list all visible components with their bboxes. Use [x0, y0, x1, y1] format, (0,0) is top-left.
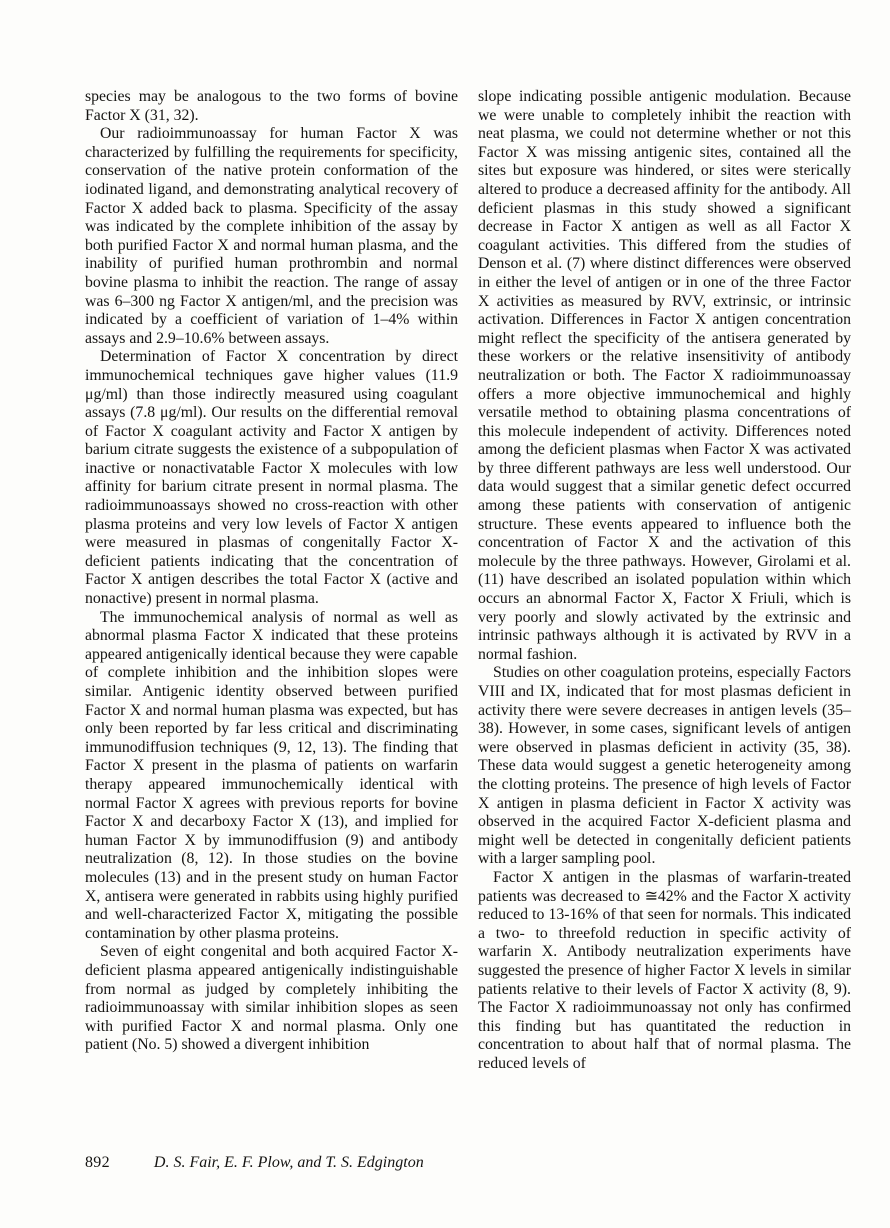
paragraph: Determination of Factor X concentration by direct immunochemical techniques gave higher values (11.9 μg/ml) than those indirectly measured using coagulant assays (7.8 μg/ml). Our results on the differential removal of Factor X coagulant activity and Factor X antigen by barium citrate suggests the existence of a subpopulation of inactive or nonactivatable Factor X molecules with low affinity for barium citrate present in normal plasma. The radioimmunoassays showed no cross-reaction with other plasma proteins and very low levels of Factor X antigen were measured in plasmas of congenitally Factor X-deficient patients indicating that the concentration of Factor X antigen describes the total Factor X (active and nonactive) present in normal plasma.: [85, 348, 458, 608]
page-number: 892: [85, 1154, 110, 1171]
text-columns: [85, 88, 851, 1073]
paragraph: species may be analogous to the two forms of bovine Factor X (31, 32).: [85, 88, 458, 124]
paragraph: Seven of eight congenital and both acquired Factor X-deficient plasma appeared antigenically indistinguishable from normal as judged by completely inhibiting the radioimmunoassay with similar inhibition slopes as seen with purified Factor X and normal plasma. Only one patient (No. 5) showed a divergent inhibition: [85, 943, 458, 1054]
paragraph: The immunochemical analysis of normal as well as abnormal plasma Factor X indicated that these proteins appeared antigenically identical because they were capable of complete inhibition and the inhibition slopes were similar. Antigenic identity observed between purified Factor X and normal human plasma was expected, but has only been reported by far less critical and discriminating immunodiffusion techniques (9, 12, 13). The finding that Factor X present in the plasma of patients on warfarin therapy appeared immunochemically identical with normal Factor X agrees with previous reports for bovine Factor X and decarboxy Factor X (13), and implied for human Factor X by immunodiffusion (9) and antibody neutralization (8, 12). In those studies on the bovine molecules (13) and in the present study on human Factor X, antisera were generated in rabbits using highly purified and well-characterized Factor X, mitigating the possible contamination by other plasma proteins.: [85, 608, 458, 942]
paragraph: slope indicating possible antigenic modulation. Because we were unable to completely inhibit the reaction with neat plasma, we could not determine whether or not this Factor X was missing antigenic sites, contained all the sites but exposure was hindered, or sites were sterically altered to produce a decreased affinity for the antibody. All deficient plasmas in this study showed a significant decrease in Factor X antigen as well as all Factor X coagulant activities. This differed from the studies of Denson et al. (7) where distinct differences were observed in either the level of antigen or in one of the three Factor X activities as measured by RVV, extrinsic, or intrinsic activation. Differences in Factor X antigen concentration might reflect the specificity of the antisera generated by these workers or the relative insensitivity of antibody neutralization or both. The Factor X radioimmunoassay offers a more objective immunochemical and highly versatile method to obtaining plasma concentrations of this molecule independent of activity. Differences noted among the deficient plasmas when Factor X was activated by three different pathways are less well understood. Our data would suggest that a similar genetic defect occurred among these patients with conservation of antigenic structure. These events appeared to influence both the concentration of Factor X and the activation of this molecule by the three pathways. However, Girolami et al. (11) have described an isolated population within which occurs an abnormal Factor X, Factor X Friuli, which is very poorly and slowly activated by the extrinsic and intrinsic pathways although it is activated by RVV in a normal fashion.: [478, 88, 851, 663]
right-column: [478, 88, 851, 1073]
running-authors: D. S. Fair, E. F. Plow, and T. S. Edgington: [153, 1154, 424, 1171]
page-footer: [85, 1154, 424, 1172]
paragraph: Factor X antigen in the plasmas of warfarin-treated patients was decreased to ≅42% and the Factor X activity reduced to 13-16% of that seen for normals. This indicated a two- to threefold reduction in specific activity of warfarin X. Antibody neutralization experiments have suggested the presence of higher Factor X levels in similar patients relative to their levels of Factor X activity (8, 9). The Factor X radioimmunoassay not only has confirmed this finding but has quantitated the reduction in concentration to about half that of normal plasma. The reduced levels of: [478, 868, 851, 1072]
paragraph: Our radioimmunoassay for human Factor X was characterized by fulfilling the requirements for specificity, conservation of the native protein conformation of the iodinated ligand, and demonstrating analytical recovery of Factor X added back to plasma. Specificity of the assay was indicated by the complete inhibition of the assay by both purified Factor X and normal human plasma, and the inability of purified human prothrombin and normal bovine plasma to inhibit the reaction. The range of assay was 6–300 ng Factor X antigen/ml, and the precision was indicated by a coefficient of variation of 1–4% within assays and 2.9–10.6% between assays.: [85, 125, 458, 347]
paragraph: Studies on other coagulation proteins, especially Factors VIII and IX, indicated that for most plasmas deficient in activity there were severe decreases in antigen levels (35–38). However, in some cases, significant levels of antigen were observed in plasmas deficient in activity (35, 38). These data would suggest a genetic heterogeneity among the clotting proteins. The presence of high levels of Factor X antigen in plasma deficient in Factor X activity was observed in the acquired Factor X-deficient plasma and might well be detected in congenitally deficient patients with a larger sampling pool.: [478, 664, 851, 868]
left-column: [85, 88, 458, 1073]
